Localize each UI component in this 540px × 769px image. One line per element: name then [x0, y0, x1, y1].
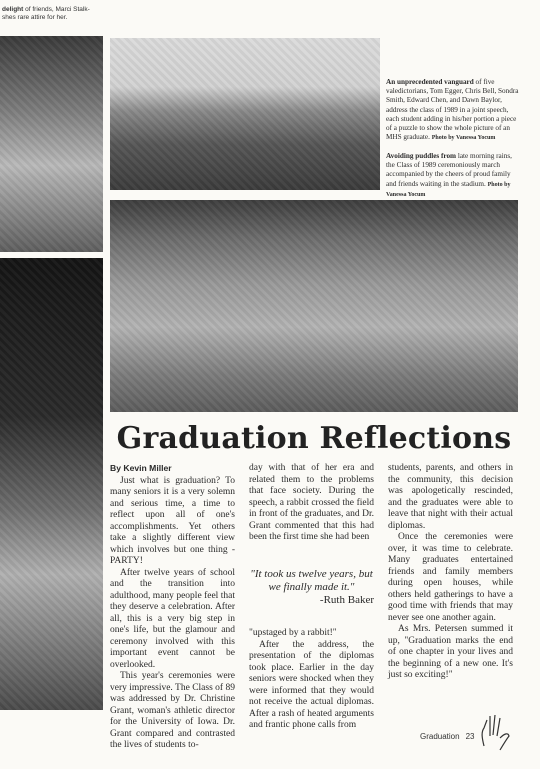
crowd-photo: [0, 36, 103, 252]
byline: By Kevin Miller: [110, 463, 172, 473]
article-column-1: [110, 463, 235, 752]
footer-section: Graduation: [420, 732, 460, 741]
page-title: Graduation Reflections: [116, 421, 512, 456]
col3-paragraph-2: Once the ceremonies were over, it was time to celebrate. Many graduates entertained friends and family members during open houses, while others held gatherings to have a good time with friends that may never see one another again.: [388, 532, 513, 623]
page-number: 23: [465, 732, 475, 741]
graduates-procession-photo: [110, 200, 518, 412]
col1-paragraph-1: Just what is graduation? To many seniors it is a very solemn and serious time, a time to reflect upon all of one's accomplishments. Yet others take a slightly different view which involves but one thing - PARTY!: [110, 475, 235, 566]
col1-paragraph-3: This year's ceremonies were very impressive. The Class of 89 was addressed by Dr. Christine Grant, woman's athletic director for the University of Iowa. Dr. Grant compared and contrasted the lives of students to-: [110, 671, 235, 750]
pull-quote: [249, 568, 374, 624]
caption2-credit: Photo by Vanessa Yocum: [386, 181, 511, 198]
caption1-credit: Photo by Vanessa Yocum: [431, 135, 496, 142]
caption1-lead: An unprecedented vanguard: [386, 78, 474, 86]
caption2-body: late morning rains, the Class of 1989 ceremoniously march accompanied by the cheers of proud family and friends waiting in the stadium.: [386, 152, 512, 188]
col1-paragraph-2: After twelve years of school and the transition into adulthood, many people feel that they deserve a celebration. After all, this is a very big step in one's life, but the glamour and ceremony involved with this important event cannot be overlooked.: [110, 567, 235, 670]
caption1-body: of five valedictorians, Tom Egger, Chris Bell, Sondra Smith, Edward Chen, and Dawn Baylor, address the class of 1989 in a joint speech, each student adding in his/her portion a piece of a puzzle to show the whole picture of an MHS graduate.: [386, 78, 519, 142]
caption2-lead: Avoiding puddles from: [386, 152, 457, 160]
page-footer: [420, 732, 475, 741]
col3-paragraph-1: students, parents, and others in the community, this decision was apologetically rescinded, and the graduates were able to leave that night with their actual diplomas.: [388, 463, 513, 531]
march-photo-caption: [386, 152, 520, 200]
pull-quote-text: "It took us twelve years, but we finally made it.": [250, 568, 373, 593]
valedictorians-stage-photo: [110, 38, 380, 190]
article-column-3: [388, 463, 513, 682]
stage-photo-caption: [386, 78, 520, 143]
top-photo-caption: [2, 6, 106, 22]
col2b-paragraph-2: After the address, the presentation of the diplomas took place. Earlier in the day seniors were shocked when they were informed that they would not receive the actual diplomas. After a rash of heated arguments and frantic phone calls from: [249, 639, 374, 730]
top-caption-line2: shes rare attire for her.: [2, 14, 68, 21]
article-column-2-continued: [249, 628, 374, 732]
pull-quote-attribution: -Ruth Baker: [319, 594, 374, 606]
col3-paragraph-3: As Mrs. Petersen summed it up, "Graduation marks the end of one chapter in your lives and the beginning of a new one. It's just so exciting!": [388, 624, 513, 680]
col2b-paragraph-1: "upstaged by a rabbit!": [249, 628, 337, 638]
top-caption-bold: delight: [2, 6, 24, 13]
top-caption-text: of friends, Marci Stalk-: [23, 6, 90, 13]
col2-paragraph-1: day with that of her era and related them to the problems that face society. During the speech, a rabbit crossed the field in front of the graduates, and Dr. Grant commented that this had been the first time she had been: [249, 463, 374, 542]
graduate-portrait-photo: [0, 258, 103, 710]
article-column-2: [249, 463, 374, 544]
hand-drawing-icon: [478, 712, 512, 752]
